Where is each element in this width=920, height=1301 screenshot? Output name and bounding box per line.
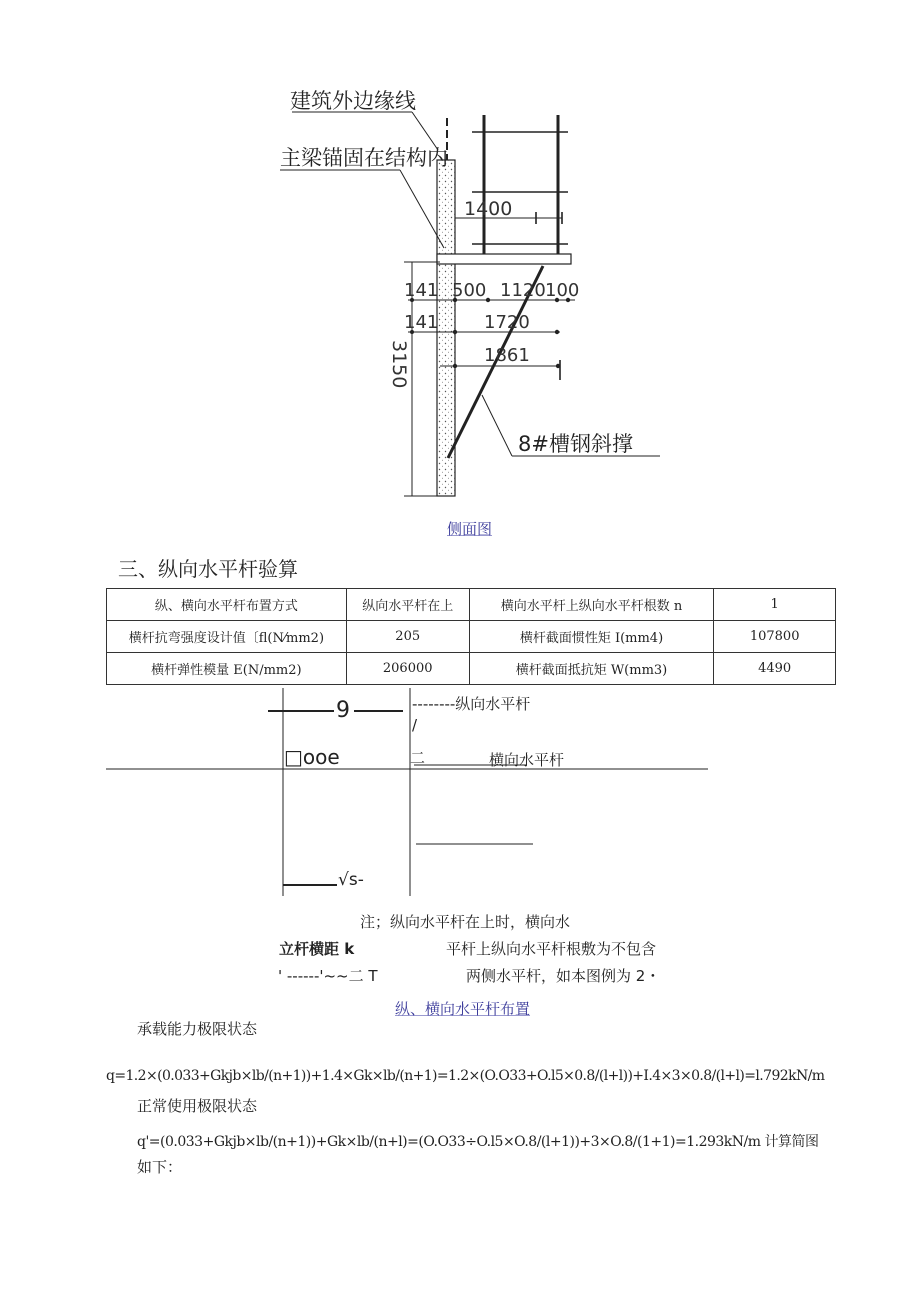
formula-q-prime: q'=(0.033+Gkjb×lb/(n+1))+Gk×lb/(n+l)=(O.O33÷O.l5×O.8/(l+1))+3×O.8/(1+1)=1.293kN/m 计算简图 (137, 1134, 819, 1150)
side-view-caption: 侧面图 (447, 520, 493, 538)
note-line-3-right: 两侧水平杆，如本图例为 2・ (466, 967, 661, 985)
note-line-2-right: 平杆上纵向水平杆根敷为不包含 (446, 940, 657, 958)
dim-1400: 1400 (464, 198, 513, 220)
dim-1720: 1720 (484, 312, 530, 333)
table-cell: 206000 (346, 653, 469, 685)
dim-500: 500 (452, 280, 487, 301)
table-cell: 纵向水平杆在上 (346, 589, 469, 621)
dim-141-a: 141 (404, 280, 439, 301)
formula-q: q=1.2×(0.033+Gkjb×lb/(n+1))+1.4×Gk×lb/(n+1)=1.2×(O.O33+O.l5×0.8/(l+l))+I.4×3×0.8/(l+l)=l.792kN/m (106, 1068, 825, 1084)
table-row (107, 621, 836, 653)
table-cell: 1 (714, 589, 836, 621)
table-cell: 纵、横向水平杆布置方式 (107, 589, 347, 621)
table-cell: 205 (346, 621, 469, 653)
table-cell: 107800 (714, 621, 836, 653)
table-cell: 横向水平杆上纵向水平杆根数 n (469, 589, 714, 621)
fig-label-ooe: □ooe (284, 745, 340, 769)
parameter-table (106, 588, 836, 685)
scaffold-frame (472, 115, 568, 254)
fig-label-slash: / (412, 716, 418, 734)
side-view-drawing (0, 0, 920, 510)
note-line-2-left: 立杆横距 k (279, 940, 355, 958)
table-cell: 横杆弹性模量 E(N/mm2) (107, 653, 347, 685)
dim-3150: 3150 (388, 340, 410, 389)
table-cell: 4490 (714, 653, 836, 685)
concrete-wall (437, 160, 455, 496)
dim-1120: 1120 (500, 280, 546, 301)
label-building-outer-line: 建筑外边缘线 (290, 89, 416, 113)
fig-label-transverse-bar: 横向水平杆 (489, 751, 565, 769)
section-heading: 三、纵向水平杆验算 (118, 557, 298, 581)
label-channel-brace: 8#槽钢斜撑 (518, 432, 633, 456)
dim-1861: 1861 (484, 345, 530, 366)
table-cell: 横杆截面惯性矩 I(mm4) (469, 621, 714, 653)
ultimate-limit-state-label: 承载能力极限状态 (137, 1020, 258, 1038)
layout-figure-caption: 纵、横向水平杆布置 (395, 1000, 531, 1018)
table-row (107, 589, 836, 621)
note-line-3-left: ' ------'~~二 T (278, 967, 378, 985)
fig-label-root-s: √s- (338, 870, 364, 890)
table-row (107, 653, 836, 685)
table-cell: 横杆截面抵抗矩 W(mm3) (469, 653, 714, 685)
fig-label-9: 9 (336, 698, 350, 723)
serviceability-limit-state-label: 正常使用极限状态 (137, 1097, 258, 1115)
as-follows-text: 如下： (137, 1158, 183, 1176)
layout-figure-lines (0, 688, 920, 898)
note-line-1: 注；纵向水平杆在上时，横向水 (360, 913, 571, 931)
table-cell: 横杆抗弯强度设计值〔fl(N⁄mm2) (107, 621, 347, 653)
fig-label-longitudinal-bar: --------纵向水平杆 (412, 695, 531, 713)
dim-100: 100 (545, 280, 580, 301)
label-beam-anchor: 主梁锚固在结构内 (280, 146, 448, 170)
fig-label-er: 二 (410, 749, 426, 767)
dim-141-b: 141 (404, 312, 439, 333)
main-beam (437, 254, 571, 264)
